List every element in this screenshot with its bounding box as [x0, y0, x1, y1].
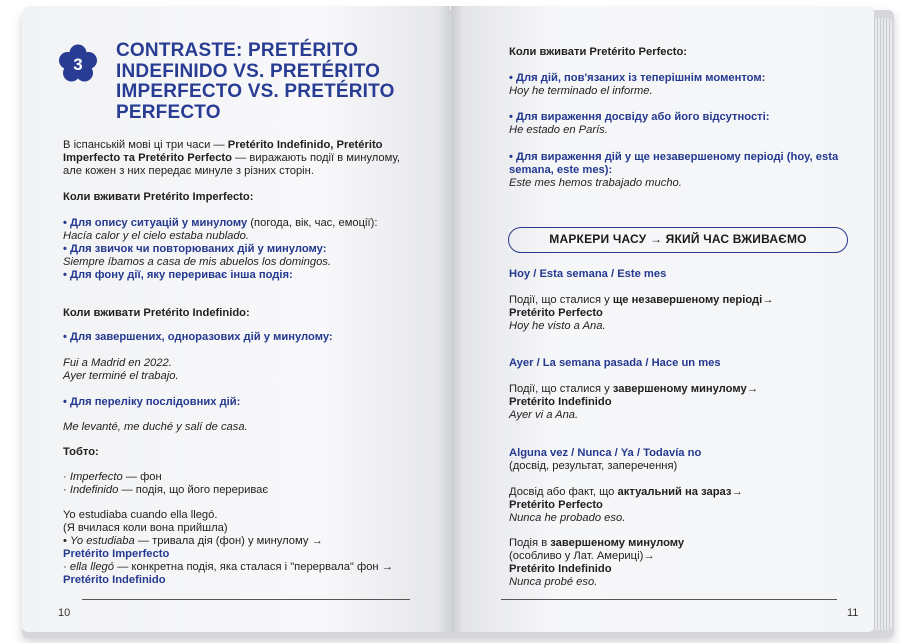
perfecto-bullet-3-cont: semana, este mes): [509, 164, 613, 176]
imperfecto-bullet-2: • Для звичок чи повторюваних дій у минулому: [63, 243, 327, 255]
left-page [22, 6, 450, 632]
imperfecto-bullet-3: • Для фону дії, яку перериває інша подія: [63, 269, 293, 281]
imperfecto-heading: Коли вживати Pretérito Imperfecto: [63, 191, 254, 203]
perfecto-heading: Коли вживати Pretérito Perfecto: [509, 46, 688, 58]
intro-line-1: В іспанській мові ці три часи — Pretérito Indefinido, Pretérito [63, 139, 383, 151]
marker-3-desc: Досвід або факт, що актуальний на зараз→ [509, 486, 743, 498]
marker-4-tense: Pretérito Indefinido [509, 563, 612, 575]
perfecto-example-2: He estado en París. [509, 124, 608, 136]
perfecto-bullet-1: • Для дій, пов'язаних із теперішнім моментом: [509, 72, 766, 84]
summary-tense-1: Pretérito Imperfecto [63, 548, 170, 560]
footer-rule-right [501, 599, 837, 600]
marker-3-tense: Pretérito Perfecto [509, 499, 603, 511]
marker-1-tense: Pretérito Perfecto [509, 307, 603, 319]
perfecto-example-3: Este mes hemos trabajado mucho. [509, 177, 682, 189]
summary-example: Yo estudiaba cuando ella llegó. [63, 509, 218, 521]
marker-2-tense: Pretérito Indefinido [509, 396, 612, 408]
intro-line-2: Imperfecto та Pretérito Perfecto — виражають події в минулому, [63, 152, 401, 164]
indefinido-example-3: Me levanté, me duché y salí de casa. [63, 421, 248, 433]
markers-title-pill: МАРКЕРИ ЧАСУ → ЯКИЙ ЧАС ВЖИВАЄМО [508, 227, 848, 253]
imperfecto-example-1: Hacía calor y el cielo estaba nublado. [63, 230, 249, 242]
marker-3-example: Nunca he probado eso. [509, 512, 626, 524]
indefinido-example-2: Ayer terminé el trabajo. [63, 370, 179, 382]
page-number-right: 11 [847, 607, 859, 619]
marker-3-heading: Alguna vez / Nunca / Ya / Todavía no [509, 447, 702, 459]
summary-point-1: • Yo estudiaba — тривала дія (фон) у минулому → [63, 535, 323, 547]
perfecto-example-1: Hoy he terminado el informe. [509, 85, 653, 97]
marker-2-desc: Події, що сталися у завершеному минулому→ [509, 383, 758, 395]
summary-tense-2: Pretérito Indefinido [63, 574, 166, 586]
summary-line-2: · Indefinido — подія, що його перериває [63, 484, 269, 496]
marker-1-heading: Hoy / Esta semana / Este mes [509, 268, 667, 280]
marker-3-note: (досвід, результат, заперечення) [509, 460, 678, 472]
summary-heading: Тобто: [63, 446, 99, 458]
marker-4-example: Nunca probé eso. [509, 576, 598, 588]
section-number: 3 [73, 55, 83, 74]
marker-4-note: (особливо у Лат. Америці)→ [509, 550, 655, 562]
marker-4-desc: Подія в завершеному минулому [509, 537, 685, 549]
summary-line-1: · Imperfecto — фон [63, 471, 162, 483]
page-title: CONTRASTE: PRETÉRITO INDEFINIDO VS. PRETÉRITO IMPERFECTO VS. PRETÉRITO PERFECTO [116, 40, 395, 123]
indefinido-bullet-2: • Для переліку послідовних дій: [63, 396, 241, 408]
flower-badge-icon [58, 44, 98, 84]
indefinido-example-1: Fui a Madrid en 2022. [63, 357, 172, 369]
perfecto-bullet-3: • Для вираження дій у ще незавершеному періоді (hoy, esta [509, 151, 839, 163]
summary-point-2: · ella llegó — конкретна подія, яка сталася і "перервала" фон → [63, 561, 393, 573]
marker-1-desc: Події, що сталися у ще незавершеному періоді→ [509, 294, 774, 306]
intro-line-3: але кожен з них передає минуле з різних сторін. [63, 165, 314, 177]
indefinido-bullet-1: • Для завершених, одноразових дій у минулому: [63, 331, 333, 343]
page-edges [872, 18, 892, 630]
imperfecto-example-2: Siempre íbamos a casa de mis abuelos los domingos. [63, 256, 332, 268]
marker-2-heading: Ayer / La semana pasada / Hace un mes [509, 357, 721, 369]
summary-example-translation: (Я вчилася коли вона прийшла) [63, 522, 228, 534]
page-number-left: 10 [58, 607, 71, 619]
marker-1-example: Hoy he visto a Ana. [509, 320, 606, 332]
imperfecto-bullet-1: • Для опису ситуацій у минулому (погода, вік, час, емоції): [63, 217, 378, 229]
marker-2-example: Ayer vi a Ana. [509, 409, 579, 421]
perfecto-bullet-2: • Для вираження досвіду або його відсутності: [509, 111, 770, 123]
right-page [451, 6, 874, 632]
indefinido-heading: Коли вживати Pretérito Indefinido: [63, 307, 250, 319]
footer-rule-left [82, 599, 410, 600]
